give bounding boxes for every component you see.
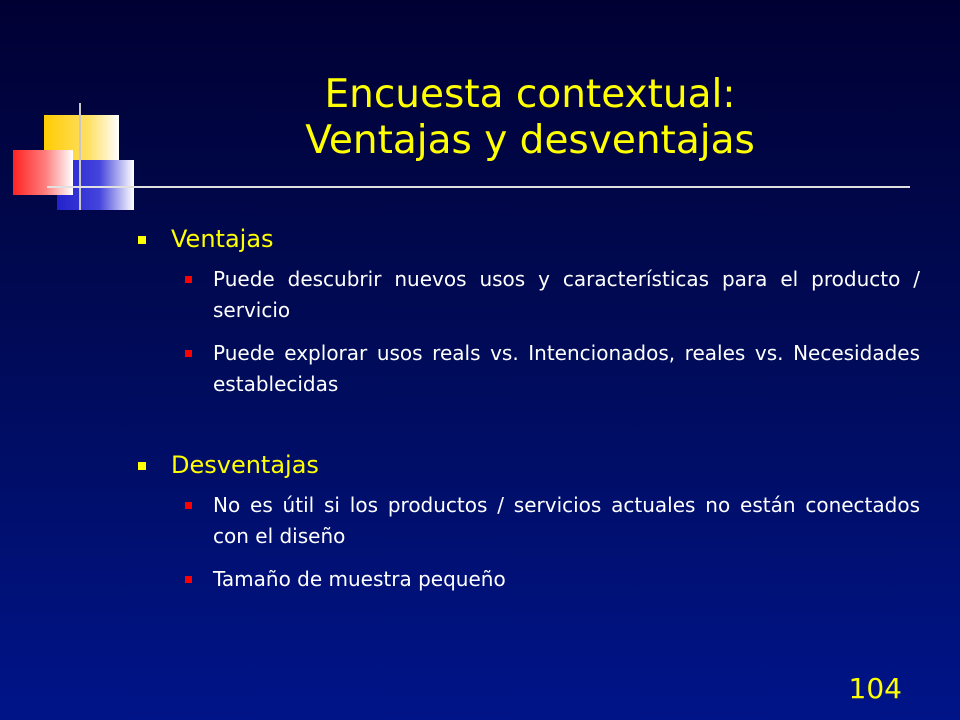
list-item-text: Puede explorar usos reals vs. Intencionados, reales vs. Necesidades establecidas	[213, 341, 920, 396]
list-item	[135, 490, 920, 552]
list-item	[135, 264, 920, 326]
square-bullet-icon	[185, 576, 192, 583]
section-heading-label: Desventajas	[171, 451, 319, 479]
red-square	[13, 150, 73, 195]
list-item-text: Puede descubrir nuevos usos y características para el producto / servicio	[213, 267, 920, 322]
slide-title-line-2: Ventajas y desventajas	[305, 118, 755, 163]
section-heading-label: Ventajas	[171, 225, 274, 253]
vertical-divider-line	[79, 103, 81, 210]
square-bullet-icon	[185, 276, 192, 283]
slide-title-line-1: Encuesta contextual:	[324, 72, 736, 117]
section-heading-desventajas	[135, 448, 920, 482]
list-item	[135, 338, 920, 400]
title-underline	[47, 186, 910, 188]
square-bullet-icon	[138, 236, 146, 244]
page-number: 104	[848, 672, 902, 705]
square-bullet-icon	[138, 462, 146, 470]
list-item-text: Tamaño de muestra pequeño	[213, 567, 506, 591]
square-bullet-icon	[185, 350, 192, 357]
list-item	[135, 564, 920, 595]
slide-title	[140, 72, 920, 164]
section-heading-ventajas	[135, 222, 920, 256]
list-item-text: No es útil si los productos / servicios actuales no están conectados con el diseño	[213, 493, 920, 548]
square-bullet-icon	[185, 502, 192, 509]
section-spacer	[135, 412, 920, 448]
slide-body	[135, 222, 920, 607]
